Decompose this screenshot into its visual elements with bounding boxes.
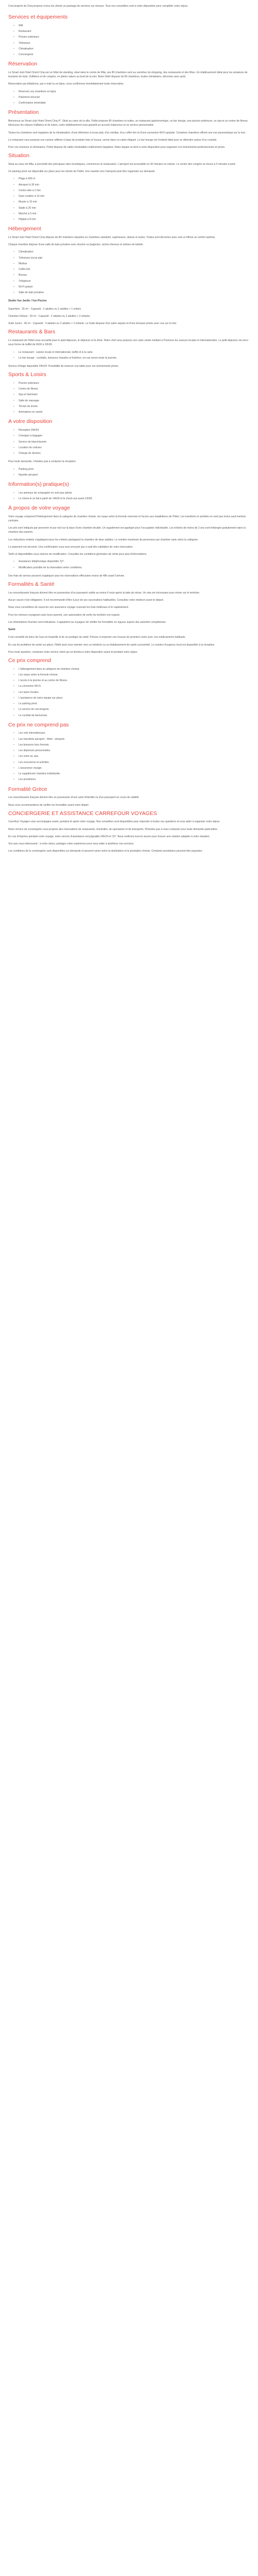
hebergement-section [0, 226, 258, 326]
list-item: • Télévision [13, 41, 30, 45]
paragraph: Carrefour Voyages vous accompagne avant, pendant et après votre voyage. Nos conseillers sont disponibles pour répondre à toutes vos questions et vous aider à organiser votre séjour. [8, 820, 220, 824]
list-item: • Les vols internationaux. [13, 732, 46, 735]
list-item: • Réception 24h/24 [13, 429, 39, 432]
list-item: • Minibar [13, 262, 27, 265]
services-section [0, 14, 258, 57]
bullet-icon: • [13, 250, 14, 254]
bullet-icon: • [13, 183, 14, 187]
bullet-icon: • [13, 685, 14, 688]
paragraph: Chaque chambre dispose d'une salle de bain privative avec douche ou baignoire, sèche-cheveux et articles de toilette. [8, 243, 144, 247]
list-item: • Conciergerie [13, 53, 34, 57]
bullet-icon: • [13, 737, 14, 741]
paragraph: Le restaurant de l'hôtel vous accueille pour le petit-déjeuner, le déjeuner et le dîner. Notre chef vous propose une carte variée mettant à l'honneur les saveurs locales et internationales. Le petit-déjeuner est servi sous forme de buffet de 6h30 à 10h30. [8, 339, 248, 347]
list-item: • Réservez vos chambres en ligne [13, 90, 56, 93]
list-item: • Centre-ville à 2 min [13, 189, 41, 192]
list-item: • Wifi [13, 24, 23, 27]
presentation-section [0, 109, 258, 149]
sante-heading: Santé [8, 628, 15, 632]
paragraph: Pour vos réunions et séminaires, l'hôtel dispose de salles modulables entièrement équipées. Notre équipe se tient à votre disposition pour organiser vos événements professionnels et privés. [8, 146, 225, 149]
list-item: • La connexion Wi-Fi. [13, 685, 42, 688]
prix-comprend-section [0, 657, 258, 718]
bullet-icon: • [13, 291, 14, 295]
bullet-icon: • [13, 673, 14, 676]
list-item: • Paiement sécurisé [13, 95, 40, 99]
paragraph: Les ressortissants français doivent être en possession d'une carte d'identité ou d'un passeport en cours de validité. [8, 796, 140, 800]
paragraph: Un parking privé est disponible sur place pour les clients de l'hôtel. Une navette vers l'aéroport peut être organisée sur demande. [8, 170, 156, 174]
bullet-icon: • [13, 90, 14, 93]
list-item: • Le parking privé. [13, 702, 38, 706]
info-section [0, 481, 258, 501]
list-item: • Les soins au spa. [13, 755, 39, 758]
reservation-section [0, 61, 258, 105]
paragraph: Toutes les chambres sont équipées de la climatisation, d'une télévision à écran plat, d'un minibar, d'un coffre-fort et d'une connexion Wi-Fi gratuite. Certaines chambres offrent une vue panoramique sur la mer. [8, 131, 246, 134]
paragraph: En cas d'imprévu pendant votre voyage, notre service d'assistance est joignable 24h/24 et 7j/7. Nous mettrons tout en œuvre pour trouver une solution adaptée à votre situation. [8, 835, 211, 838]
list-item: • Télévision écran plat [13, 256, 42, 260]
paragraph: Pour toute question, contactez notre service client qui se tiendra à votre disposition avant et pendant votre séjour. [8, 650, 138, 654]
formalites-section [0, 581, 258, 654]
list-item: • Les dépenses personnelles. [13, 749, 51, 753]
bullet-icon: • [13, 268, 14, 272]
bullet-icon: • [13, 350, 14, 354]
info-list [0, 491, 258, 501]
paragraph: Il est conseillé de boire de l'eau en bouteille et de se protéger du soleil. Pensez à emporter une trousse de premiers soins avec vos médicaments habituels. [8, 636, 186, 639]
bullet-icon: • [13, 667, 14, 671]
bullet-icon: • [13, 743, 14, 747]
intro-text: Conciergerie du Cinq propose à tous les clients un package de services sur mesure. Tous nos conseillers sont à votre disposition pour compléter votre séjour. [8, 5, 188, 8]
list-item: • Téléphone [13, 279, 31, 283]
paragraph: Vos avis nous intéressent : à votre retour, partagez votre expérience pour nous aider à améliorer nos services. [8, 842, 135, 846]
bullet-icon: • [13, 702, 14, 706]
list-item: • Stade à 20 min [13, 206, 36, 210]
list-item: • Hôpital à 8 min [13, 218, 36, 222]
situation-title: Situation [8, 152, 29, 159]
bullet-icon: • [13, 206, 14, 210]
list-item: • L'hébergement dans la catégorie de chambre choisie. [13, 667, 80, 671]
prix-ne-comprend-title: Ce prix ne comprend pas [8, 721, 69, 728]
list-item: • Salle de massage [13, 399, 39, 402]
services-title: Services et équipements [8, 14, 68, 21]
paragraph: Pour les mineurs voyageant sans leurs parents, une autorisation de sortie du territoire est requise. [8, 613, 121, 617]
prix-comprend-title: Ce prix comprend [8, 657, 51, 664]
bullet-icon: • [13, 356, 14, 360]
formalites-title: Formalités & Santé [8, 581, 55, 588]
formalite-cle-section [0, 786, 258, 807]
services-list [0, 24, 258, 57]
hotel-description-page [0, 0, 258, 854]
restaurants-title: Restaurants & Bars [8, 329, 56, 335]
prix-ne-comprend-section [0, 722, 258, 782]
paragraph: Les conditions de la conciergerie sont disponibles sur demande et peuvent varier selon la destination et la prestation choisie. Certaines prestations peuvent être payantes. [8, 850, 203, 853]
bullet-icon: • [13, 262, 14, 265]
reservation-title: Réservation [8, 61, 38, 67]
formalite-cle-title: Formalité Grèce [8, 786, 47, 792]
list-item: • Navette aéroport [13, 473, 38, 477]
reservation-list [0, 90, 258, 106]
bullet-icon: • [13, 393, 14, 397]
bullet-icon: • [13, 24, 14, 27]
bullet-icon: • [13, 755, 14, 758]
list-item: • Assistance téléphonique disponible 7j/7. [13, 560, 64, 564]
list-item: • L'assistance de notre équipe sur place. [13, 696, 63, 700]
hebergement-title: Hébergement [8, 226, 41, 232]
bullet-icon: • [13, 212, 14, 215]
list-item: • Restaurant [13, 30, 31, 33]
list-item: • Consigne à bagages [13, 434, 42, 438]
apropos-section [0, 505, 258, 578]
apropos-title: À propos de votre voyage [8, 505, 70, 512]
bullet-icon: • [13, 53, 14, 57]
proximite-list [0, 428, 258, 455]
paragraph: Le restaurant vous propose une cuisine raffinée à base de produits frais et locaux, servie dans un cadre élégant. Le bar lounge est l'endroit idéal pour se détendre autour d'un cocktail. [8, 138, 217, 142]
bullet-icon: • [13, 714, 14, 717]
list-item: • Confirmation immédiate [13, 101, 46, 105]
paragraph: Votre voyage comprend l'hébergement dans la catégorie de chambre choisie, les repas selon la formule réservée et l'accès aux installations de l'hôtel. Les transferts et activités ne sont pas inclus sauf mention contraire. [8, 515, 246, 522]
paragraph: Superficie : 25 m² - Capacité : 2 adultes ou 2 adultes + 1 enfant. [8, 307, 82, 311]
list-item: • Bureau [13, 274, 27, 277]
list-item: • Le restaurant : cuisine locale et internationale, buffet et à la carte. [13, 350, 93, 354]
bullet-icon: • [13, 381, 14, 385]
bullet-icon: • [13, 696, 14, 700]
bullet-icon: • [13, 772, 14, 776]
list-item: • Terrain de tennis [13, 404, 38, 408]
sports-title: Sports & Loisirs [8, 371, 46, 378]
list-item: • Spa et hammam [13, 393, 38, 397]
bullet-icon: • [13, 566, 14, 569]
list-item: • Le bar lounge : cocktails, boissons chaudes et fraîches, en-cas servis toute la journée. [13, 356, 117, 360]
bullet-icon: • [13, 177, 14, 181]
bullet-icon: • [13, 41, 14, 45]
bullet-icon: • [13, 766, 14, 770]
situation-section [0, 152, 258, 222]
bullet-icon: • [13, 778, 14, 782]
paragraph: Bienvenue au Smart club Hotel Orient Cinq 4*. Situé au cœur de la ville, l'hôtel propose 80 chambres et suites, un restaurant gastronomique, un bar lounge, une piscine extérieure, un spa et un centre de fitness. Idéal pour les séjours d'affaires et de loisirs, notre établissement vous garantit un accueil chaleureux et un service personnalisé. [8, 120, 249, 127]
hebergement-list [0, 250, 258, 295]
list-item: • Coffre-fort [13, 268, 30, 272]
bullet-icon: • [13, 708, 14, 711]
paragraph: Nous vous conseillons de souscrire une assurance voyage couvrant les frais médicaux et le rapatriement. [8, 606, 129, 609]
bullet-icon: • [13, 690, 14, 694]
bullet-icon: • [13, 387, 14, 391]
bullet-icon: • [13, 452, 14, 455]
restaurants-list [0, 350, 258, 361]
list-item: • Musée à 15 min [13, 200, 37, 204]
paragraph: Le Smart club Hotel Orient Cinq est un hôtel de standing, situé dans le centre de Mila, ses 80 chambres sont au carrefour du shopping, des restaurants et des fêtes. Un établissement idéal pour les amateurs de tourisme de loisir, d'affaires et de congrès, en pleine nature au bord de la mer. Notre hôtel dispose de 80 chambres, toutes climatisées, décorées avec goût. [8, 71, 248, 79]
list-item: • Le service de conciergerie. [13, 708, 50, 711]
bullet-icon: • [13, 195, 14, 198]
list-item: • Climatisation [13, 250, 34, 254]
bullet-icon: • [13, 404, 14, 408]
list-item: • Les taxes locales. [13, 690, 39, 694]
bullet-icon: • [13, 399, 14, 402]
bullet-icon: • [13, 446, 14, 449]
bullet-icon: • [13, 218, 14, 222]
list-item: • Marché à 5 min [13, 212, 37, 215]
prix-ne-comprend-list [0, 731, 258, 782]
list-item: • Aéroport à 30 min [13, 183, 39, 187]
list-item: • Les transferts aéroport - hôtel - aéroport. [13, 737, 66, 741]
bullet-icon: • [13, 101, 14, 105]
paragraph: Aucun vaccin n'est obligatoire. Il est recommandé d'être à jour de ses vaccinations habituelles. Consultez votre médecin avant le départ. [8, 599, 164, 602]
bullet-icon: • [13, 95, 14, 99]
bullet-icon: • [13, 30, 14, 33]
paragraph: Le paiement est sécurisé. Une confirmation vous sera envoyée par e-mail dès validation de votre réservation. [8, 545, 134, 549]
paragraph: Des frais de service peuvent s'appliquer pour les réservations effectuées moins de 48h avant l'arrivée. [8, 574, 125, 578]
sports-section [0, 371, 258, 414]
paragraph: Les réductions enfants s'appliquent pour les enfants partageant la chambre de deux adultes. Le nombre maximum de personnes par chambre varie selon la catégorie. [8, 538, 199, 541]
list-item: • Wi-Fi gratuit [13, 285, 33, 289]
list-item: • Les boissons hors formule. [13, 743, 50, 747]
proximite-list-2 [0, 467, 258, 478]
list-item: • L'assurance voyage. [13, 766, 42, 770]
paragraph: Les ressortissants français doivent être en possession d'un passeport valide au moins 6 mois après la date de retour. Un visa est nécessaire pour entrer sur le territoire. [8, 591, 200, 595]
info-title: Information(s) pratique(s) [8, 481, 69, 487]
list-item: • Climatisation [13, 47, 34, 50]
bullet-icon: • [13, 429, 14, 432]
list-item: • Centre de fitness [13, 387, 38, 391]
paragraph: Chambre Deluxe : 30 m² - Capacité : 2 adultes ou 2 adultes + 2 enfants. [8, 314, 91, 318]
restaurants-section [0, 329, 258, 368]
bullet-icon: • [13, 200, 14, 204]
paragraph: Nous vous recommandons de vérifier les formalités avant votre départ. [8, 803, 89, 807]
list-item: • Les animaux de compagnie ne sont pas admis. [13, 491, 73, 495]
list-item: • Modification possible de la réservation selon conditions. [13, 566, 83, 569]
list-item: • Salle de bain privative [13, 291, 44, 295]
paragraph: Notre service de conciergerie vous propose des réservations de restaurants, d'activités, de spectacles et de transports. N'hésitez pas à nous contacter pour toute demande particulière. [8, 827, 218, 831]
list-item: • Location de voitures [13, 446, 42, 449]
bullet-icon: • [13, 491, 14, 495]
paragraph: Tarifs et disponibilités sous réserve de modification. Consultez les conditions générales de vente pour plus d'informations. [8, 553, 147, 556]
list-item: • Plage à 500 m [13, 177, 36, 181]
paragraph: Le Smart club Hotel Orient Cinq dispose de 80 chambres réparties en chambres standard, supérieures, deluxe et suites. Toutes sont décorées avec soin et offrent un confort optimal. [8, 235, 216, 239]
bullet-icon: • [13, 732, 14, 735]
bullet-icon: • [13, 467, 14, 471]
bullet-icon: • [13, 36, 14, 39]
list-item: • Les pourboires. [13, 778, 37, 782]
paragraph: Situé au cœur de Mila, à proximité des principaux sites touristiques, commerces et restaurants. L'aéroport est accessible en 30 minutes en voiture. Le centre des congrès se trouve à 5 minutes à pied. [8, 162, 236, 166]
paragraph: Pour toute demande, n'hésitez pas à contacter la réception. [8, 460, 76, 464]
proximite-title: A votre disposition [8, 418, 53, 425]
conciergerie-title: CONCIERGERIE ET ASSISTANCE CARREFOUR VOYAGES [8, 810, 157, 817]
room-type-heading: Studio Vue Jardin / Vue Piscine [8, 299, 47, 303]
paragraph: Service d'étage disponible 24h/24. Possibilité de réserver une table pour vos événements privés. [8, 365, 119, 368]
bullet-icon: • [13, 411, 14, 414]
paragraph: Réservation par téléphone, par e-mail ou en ligne, nous confirmons immédiatement toute réservation. [8, 82, 124, 86]
bullet-icon: • [13, 760, 14, 764]
list-item: • Le cocktail de bienvenue. [13, 714, 48, 717]
bullet-icon: • [13, 473, 14, 477]
list-item: • L'accès à la piscine et au centre de fitness. [13, 679, 68, 683]
paragraph: Les informations fournies sont indicatives. Il appartient au voyageur de vérifier les formalités en vigueur auprès des autorités compétentes. [8, 620, 167, 624]
bullet-icon: • [13, 560, 14, 564]
presentation-title: Présentation [8, 109, 39, 116]
prix-comprend-list [0, 667, 258, 718]
bullet-icon: • [13, 47, 14, 50]
list-item: • Piscine extérieure [13, 36, 39, 39]
list-item: • Gare routière à 10 min [13, 195, 45, 198]
bullet-icon: • [13, 434, 14, 438]
bullet-icon: • [13, 679, 14, 683]
list-item: • Change de devises [13, 452, 41, 455]
apropos-list [0, 560, 258, 570]
list-item: • Les excursions et activités. [13, 760, 50, 764]
list-item: • Animations en soirée [13, 411, 43, 414]
paragraph: Suite Junior : 45 m² - Capacité : 3 adultes ou 2 adultes + 2 enfants. La Suite dispose d'un salon séparé et d'une terrasse privée avec vue sur la mer. [8, 322, 177, 326]
bullet-icon: • [13, 285, 14, 289]
list-item: • Le supplément chambre individuelle. [13, 772, 61, 776]
bullet-icon: • [13, 440, 14, 444]
list-item: • Le check-in se fait à partir de 14h00 et le check-out avant 12h00. [13, 497, 93, 500]
situation-list [0, 177, 258, 222]
bullet-icon: • [13, 274, 14, 277]
list-item: • Service de blanchisserie [13, 440, 47, 444]
proximite-section [0, 418, 258, 477]
bullet-icon: • [13, 256, 14, 260]
bullet-icon: • [13, 749, 14, 753]
bullet-icon: • [13, 497, 14, 500]
list-item: • Les repas selon la formule choisie. [13, 673, 58, 676]
paragraph: En cas de problème de santé sur place, l'hôtel peut vous orienter vers un médecin ou un établissement de santé à proximité. Le numéro d'urgence local est disponible à la réception. [8, 643, 215, 647]
conciergerie-section [0, 810, 258, 854]
bullet-icon: • [13, 189, 14, 192]
list-item: • Parking privé [13, 467, 34, 471]
paragraph: Les prix sont indiqués par personne et par nuit sur la base d'une chambre double. Un supplément est appliqué pour l'occupation individuelle. Les enfants de moins de 2 ans sont hébergés gratuitement dans la chambre des parents. [8, 527, 246, 534]
list-item: • Piscine extérieure [13, 381, 39, 385]
bullet-icon: • [13, 279, 14, 283]
sports-list [0, 381, 258, 415]
